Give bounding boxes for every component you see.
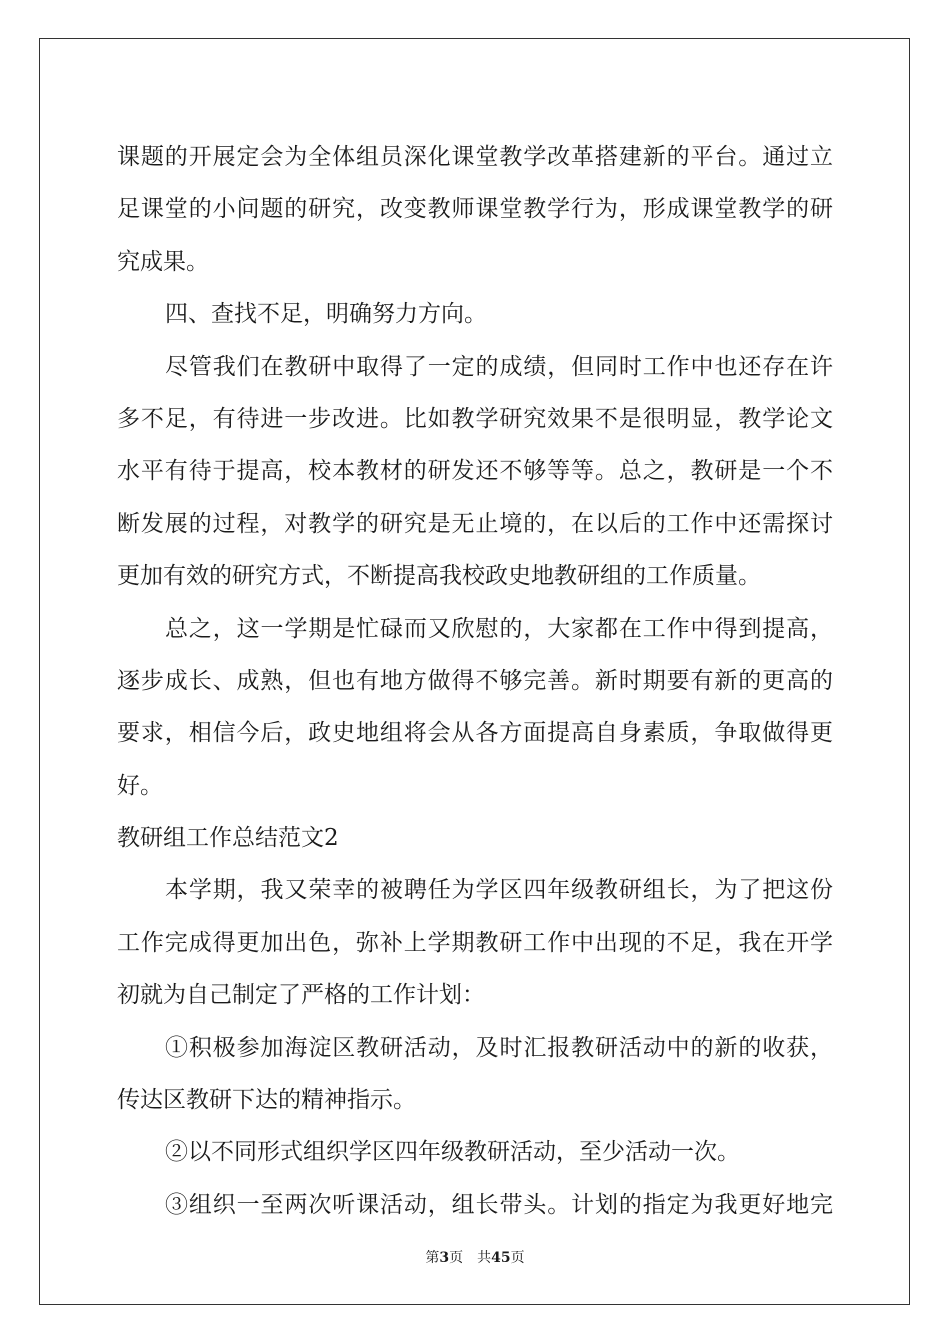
text-line: 好。 xyxy=(117,772,163,799)
text-line: 多不足，有待进一步改进。比如教学研究效果不是很明显，教学论文 xyxy=(117,405,833,432)
footer-mid: 页 共 xyxy=(449,1250,492,1266)
document-body xyxy=(117,131,833,1231)
total-page-count: 45 xyxy=(491,1250,511,1266)
text-line: 究成果。 xyxy=(117,248,209,275)
current-page-number: 3 xyxy=(439,1250,450,1266)
list-item: ②以不同形式组织学区四年级教研活动，至少活动一次。 xyxy=(165,1139,740,1166)
footer-suffix: 页 xyxy=(510,1250,525,1266)
text-line: 逐步成长、成熟，但也有地方做得不够完善。新时期要有新的更高的 xyxy=(117,667,833,694)
page-footer xyxy=(0,1247,950,1267)
text-line: 初就为自己制定了严格的工作计划： xyxy=(117,982,485,1009)
text-line: 断发展的过程，对教学的研究是无止境的，在以后的工作中还需探讨 xyxy=(117,510,833,537)
text-line: 本学期，我又荣幸的被聘任为学区四年级教研组长，为了把这份 xyxy=(165,877,833,904)
text-line: 工作完成得更加出色，弥补上学期教研工作中出现的不足，我在开学 xyxy=(117,929,833,956)
article-title: 教研组工作总结范文2 xyxy=(117,825,339,852)
list-item: ①积极参加海淀区教研活动，及时汇报教研活动中的新的收获， xyxy=(165,1034,833,1061)
section-heading: 四、查找不足，明确努力方向。 xyxy=(165,301,487,328)
text-line: 足课堂的小问题的研究，改变教师课堂教学行为，形成课堂教学的研 xyxy=(117,196,833,223)
text-line: 总之，这一学期是忙碌而又欣慰的，大家都在工作中得到提高， xyxy=(165,615,833,642)
text-line: 更加有效的研究方式，不断提高我校政史地教研组的工作质量。 xyxy=(117,563,761,590)
list-item: ③组织一至两次听课活动，组长带头。计划的指定为我更好地完 xyxy=(165,1191,833,1218)
text-line: 要求，相信今后，政史地组将会从各方面提高自身素质，争取做得更 xyxy=(117,720,833,747)
text-line: 传达区教研下达的精神指示。 xyxy=(117,1087,416,1114)
text-line: 尽管我们在教研中取得了一定的成绩，但同时工作中也还存在许 xyxy=(165,353,833,380)
text-line: 课题的开展定会为全体组员深化课堂教学改革搭建新的平台。通过立 xyxy=(117,144,833,170)
footer-prefix: 第 xyxy=(425,1250,440,1266)
text-line: 水平有待于提高，校本教材的研发还不够等等。总之，教研是一个不 xyxy=(117,458,833,485)
